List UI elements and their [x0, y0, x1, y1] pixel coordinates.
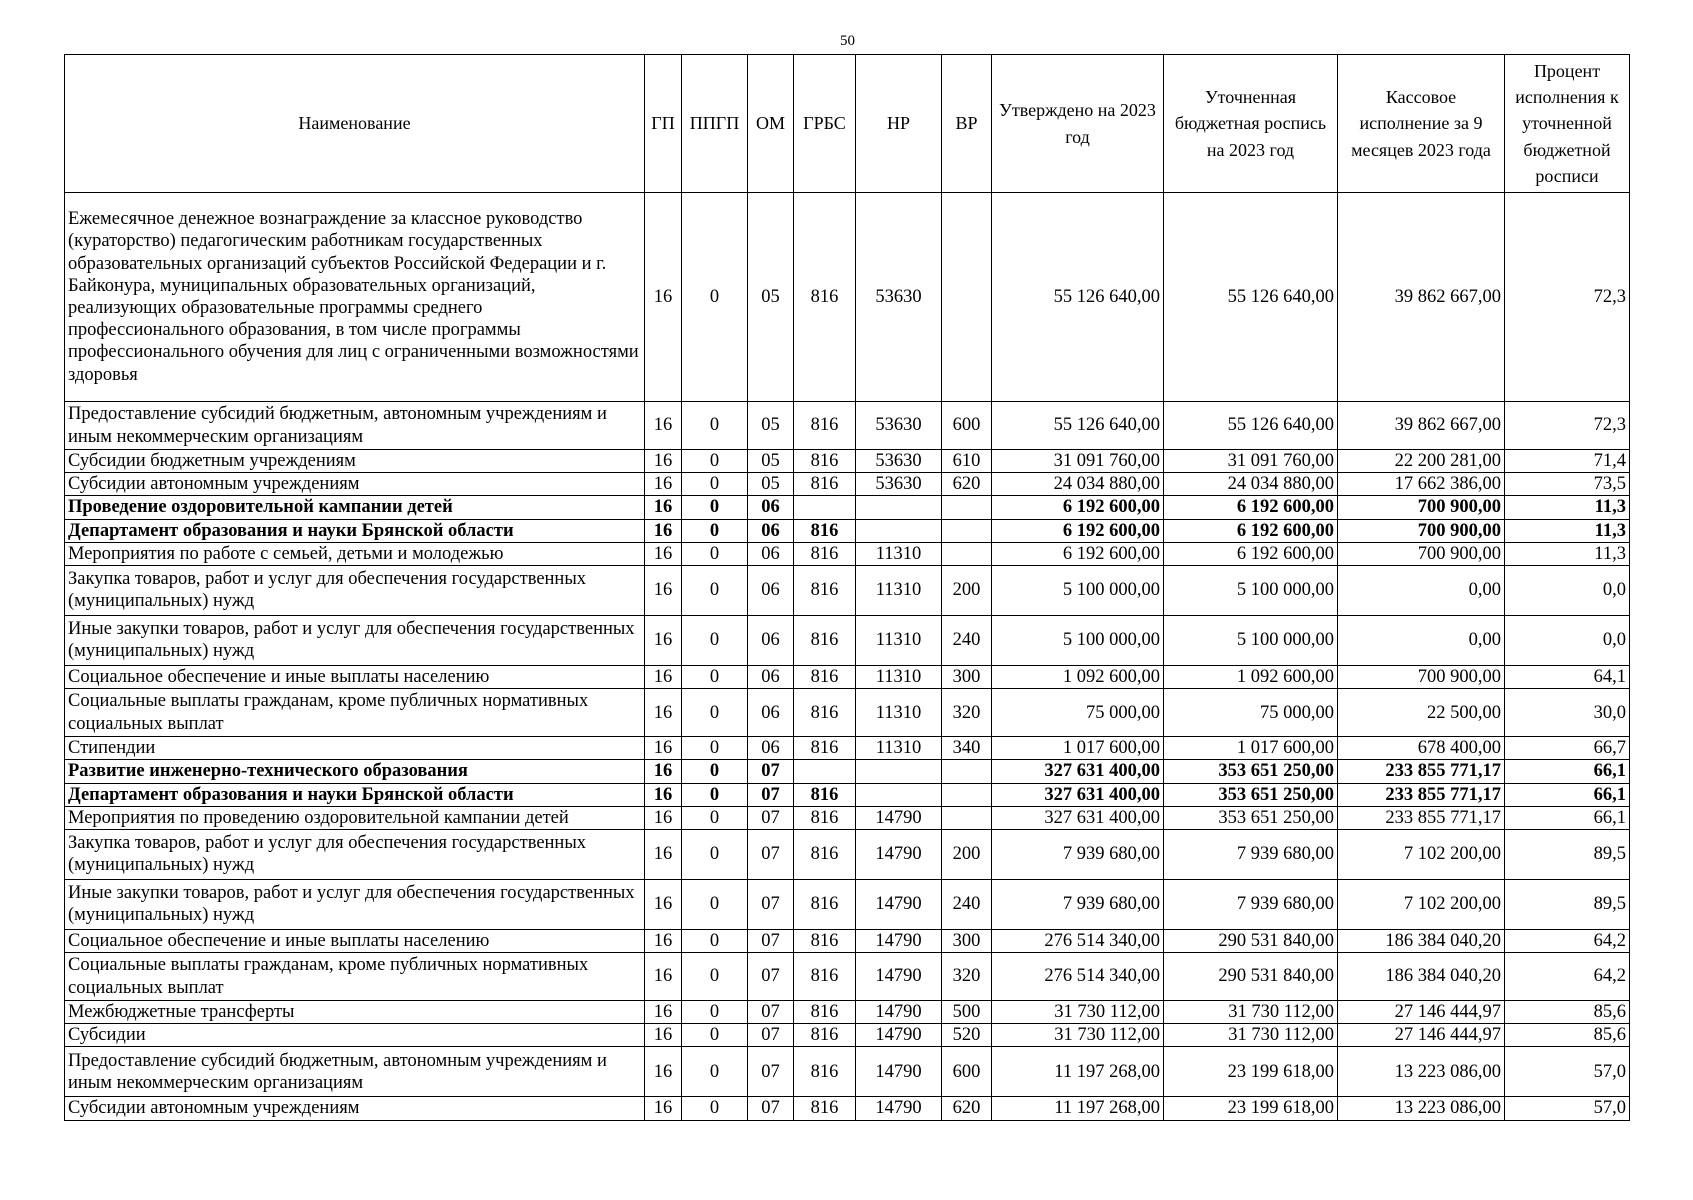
- table-cell-percent: 89,5: [1505, 829, 1630, 879]
- table-cell-vr: 240: [942, 615, 992, 665]
- table-cell-om: 07: [748, 1097, 794, 1120]
- table-cell-approved: 7 939 680,00: [992, 879, 1164, 929]
- table-cell-approved: 5 100 000,00: [992, 565, 1164, 615]
- table-cell-cash: 17 662 386,00: [1338, 473, 1505, 496]
- table-cell-approved: 31 730 112,00: [992, 1001, 1164, 1024]
- table-row: [65, 542, 1630, 565]
- table-cell-nr: 14790: [856, 1097, 942, 1120]
- table-cell-ppgp: 0: [682, 402, 748, 450]
- table-cell-ppgp: 0: [682, 1001, 748, 1024]
- table-cell-nr: 11310: [856, 737, 942, 760]
- table-cell-vr: [942, 783, 992, 806]
- table-cell-ppgp: 0: [682, 783, 748, 806]
- table-cell-vr: [942, 519, 992, 542]
- table-cell-nr: 14790: [856, 879, 942, 929]
- table-cell-cash: 700 900,00: [1338, 665, 1505, 688]
- page-number: 50: [840, 33, 855, 49]
- table-cell-name: Ежемесячное денежное вознаграждение за классное руководство (кураторство) педагогическим работникам государственных образовательных организаций субъектов Российской Федерации и г. Байконура, муниципальных образовательных организаций, реализующих образовательные программы среднего профессионального образования, в том числе программы профессионального обучения для лиц с ограниченными возможностями здоровья: [65, 193, 645, 402]
- table-cell-om: 05: [748, 450, 794, 473]
- table-cell-refined: 55 126 640,00: [1164, 193, 1338, 402]
- table-cell-cash: 22 500,00: [1338, 689, 1505, 737]
- col-header-ppgp: ППГП: [682, 55, 748, 193]
- table-row: [65, 783, 1630, 806]
- col-header-grbs: ГРБС: [794, 55, 856, 193]
- table-cell-gp: 16: [645, 542, 682, 565]
- table-cell-ppgp: 0: [682, 829, 748, 879]
- table-cell-om: 06: [748, 565, 794, 615]
- table-cell-grbs: 816: [794, 1047, 856, 1097]
- table-cell-vr: 340: [942, 737, 992, 760]
- table-cell-gp: 16: [645, 402, 682, 450]
- table-cell-ppgp: 0: [682, 450, 748, 473]
- table-cell-name: Социальное обеспечение и иные выплаты населению: [65, 665, 645, 688]
- table-cell-nr: 14790: [856, 806, 942, 829]
- table-cell-percent: 85,6: [1505, 1024, 1630, 1047]
- table-cell-gp: 16: [645, 496, 682, 519]
- table-cell-nr: 14790: [856, 829, 942, 879]
- table-row: [65, 473, 1630, 496]
- table-cell-om: 05: [748, 193, 794, 402]
- table-cell-vr: 600: [942, 402, 992, 450]
- table-cell-percent: 30,0: [1505, 689, 1630, 737]
- table-cell-percent: 85,6: [1505, 1001, 1630, 1024]
- table-cell-refined: 6 192 600,00: [1164, 519, 1338, 542]
- table-cell-vr: [942, 496, 992, 519]
- table-cell-grbs: 816: [794, 1097, 856, 1120]
- table-cell-grbs: 816: [794, 929, 856, 952]
- table-cell-name: Проведение оздоровительной кампании детей: [65, 496, 645, 519]
- table-cell-om: 05: [748, 473, 794, 496]
- table-row: [65, 519, 1630, 542]
- table-row: [65, 496, 1630, 519]
- table-cell-gp: 16: [645, 806, 682, 829]
- table-row: [65, 193, 1630, 402]
- table-cell-grbs: 816: [794, 829, 856, 879]
- table-row: [65, 1047, 1630, 1097]
- col-header-approved: Утверждено на 2023 год: [992, 55, 1164, 193]
- table-cell-om: 06: [748, 496, 794, 519]
- table-cell-cash: 700 900,00: [1338, 496, 1505, 519]
- table-cell-nr: 53630: [856, 473, 942, 496]
- table-cell-nr: 14790: [856, 1001, 942, 1024]
- table-cell-ppgp: 0: [682, 615, 748, 665]
- table-cell-approved: 24 034 880,00: [992, 473, 1164, 496]
- table-header-row: [65, 55, 1630, 193]
- table-cell-grbs: 816: [794, 689, 856, 737]
- budget-table: [64, 54, 1630, 1121]
- table-cell-grbs: 816: [794, 737, 856, 760]
- table-cell-gp: 16: [645, 473, 682, 496]
- table-cell-refined: 75 000,00: [1164, 689, 1338, 737]
- table-cell-approved: 1 017 600,00: [992, 737, 1164, 760]
- table-cell-vr: 610: [942, 450, 992, 473]
- table-cell-grbs: 816: [794, 806, 856, 829]
- table-cell-vr: 300: [942, 929, 992, 952]
- table-cell-name: Департамент образования и науки Брянской области: [65, 783, 645, 806]
- table-cell-cash: 700 900,00: [1338, 542, 1505, 565]
- table-cell-refined: 55 126 640,00: [1164, 402, 1338, 450]
- table-cell-grbs: [794, 760, 856, 783]
- table-cell-grbs: 816: [794, 953, 856, 1001]
- table-row: [65, 760, 1630, 783]
- table-cell-percent: 66,1: [1505, 760, 1630, 783]
- table-row: [65, 829, 1630, 879]
- table-cell-vr: 520: [942, 1024, 992, 1047]
- table-cell-gp: 16: [645, 519, 682, 542]
- table-cell-ppgp: 0: [682, 519, 748, 542]
- table-cell-vr: 500: [942, 1001, 992, 1024]
- table-cell-name: Предоставление субсидий бюджетным, автономным учреждениям и иным некоммерческим организациям: [65, 1047, 645, 1097]
- table-cell-approved: 276 514 340,00: [992, 953, 1164, 1001]
- table-cell-percent: 64,2: [1505, 929, 1630, 952]
- table-cell-vr: 320: [942, 689, 992, 737]
- table-cell-ppgp: 0: [682, 1097, 748, 1120]
- table-cell-vr: [942, 193, 992, 402]
- table-cell-name: Мероприятия по проведению оздоровительной кампании детей: [65, 806, 645, 829]
- table-cell-approved: 31 730 112,00: [992, 1024, 1164, 1047]
- table-cell-ppgp: 0: [682, 806, 748, 829]
- table-cell-grbs: 816: [794, 565, 856, 615]
- table-row: [65, 689, 1630, 737]
- table-cell-cash: 233 855 771,17: [1338, 806, 1505, 829]
- table-cell-gp: 16: [645, 760, 682, 783]
- table-cell-grbs: [794, 496, 856, 519]
- table-cell-nr: 11310: [856, 689, 942, 737]
- table-cell-name: Социальное обеспечение и иные выплаты населению: [65, 929, 645, 952]
- table-cell-approved: 75 000,00: [992, 689, 1164, 737]
- table-cell-cash: 13 223 086,00: [1338, 1047, 1505, 1097]
- table-cell-grbs: 816: [794, 542, 856, 565]
- table-cell-nr: 11310: [856, 665, 942, 688]
- table-cell-name: Субсидии: [65, 1024, 645, 1047]
- table-cell-grbs: 816: [794, 879, 856, 929]
- table-row: [65, 450, 1630, 473]
- table-cell-vr: 200: [942, 829, 992, 879]
- table-cell-om: 07: [748, 879, 794, 929]
- table-cell-om: 06: [748, 689, 794, 737]
- table-cell-nr: [856, 783, 942, 806]
- table-cell-grbs: 816: [794, 473, 856, 496]
- table-cell-cash: 22 200 281,00: [1338, 450, 1505, 473]
- table-cell-ppgp: 0: [682, 689, 748, 737]
- col-header-name: Наименование: [65, 55, 645, 193]
- table-cell-refined: 6 192 600,00: [1164, 542, 1338, 565]
- table-cell-om: 07: [748, 783, 794, 806]
- table-cell-name: Субсидии автономным учреждениям: [65, 473, 645, 496]
- table-cell-gp: 16: [645, 783, 682, 806]
- table-cell-cash: 39 862 667,00: [1338, 402, 1505, 450]
- table-cell-cash: 7 102 200,00: [1338, 879, 1505, 929]
- table-cell-nr: 14790: [856, 953, 942, 1001]
- table-cell-om: 06: [748, 542, 794, 565]
- table-cell-refined: 1 017 600,00: [1164, 737, 1338, 760]
- table-cell-approved: 327 631 400,00: [992, 783, 1164, 806]
- table-cell-refined: 23 199 618,00: [1164, 1047, 1338, 1097]
- table-cell-refined: 353 651 250,00: [1164, 760, 1338, 783]
- table-cell-approved: 11 197 268,00: [992, 1097, 1164, 1120]
- table-cell-name: Департамент образования и науки Брянской области: [65, 519, 645, 542]
- table-cell-gp: 16: [645, 829, 682, 879]
- table-cell-refined: 353 651 250,00: [1164, 783, 1338, 806]
- table-cell-grbs: 816: [794, 665, 856, 688]
- table-cell-grbs: 816: [794, 519, 856, 542]
- table-cell-cash: 13 223 086,00: [1338, 1097, 1505, 1120]
- table-cell-ppgp: 0: [682, 665, 748, 688]
- table-cell-gp: 16: [645, 193, 682, 402]
- table-row: [65, 953, 1630, 1001]
- table-cell-om: 07: [748, 929, 794, 952]
- table-cell-refined: 7 939 680,00: [1164, 829, 1338, 879]
- table-cell-om: 07: [748, 953, 794, 1001]
- table-cell-om: 06: [748, 519, 794, 542]
- col-header-refined: Уточненная бюджетная роспись на 2023 год: [1164, 55, 1338, 193]
- table-cell-om: 07: [748, 760, 794, 783]
- table-cell-nr: 53630: [856, 402, 942, 450]
- table-cell-ppgp: 0: [682, 1024, 748, 1047]
- table-cell-ppgp: 0: [682, 473, 748, 496]
- table-cell-gp: 16: [645, 689, 682, 737]
- table-row: [65, 929, 1630, 952]
- table-row: [65, 1001, 1630, 1024]
- table-cell-grbs: 816: [794, 1001, 856, 1024]
- table-cell-cash: 0,00: [1338, 615, 1505, 665]
- table-cell-refined: 6 192 600,00: [1164, 496, 1338, 519]
- table-cell-percent: 72,3: [1505, 193, 1630, 402]
- col-header-percent: Процент исполнения к уточненной бюджетной росписи: [1505, 55, 1630, 193]
- table-cell-name: Закупка товаров, работ и услуг для обеспечения государственных (муниципальных) нужд: [65, 829, 645, 879]
- table-cell-refined: 24 034 880,00: [1164, 473, 1338, 496]
- table-cell-name: Социальные выплаты гражданам, кроме публичных нормативных социальных выплат: [65, 953, 645, 1001]
- table-cell-om: 05: [748, 402, 794, 450]
- col-header-cash: Кассовое исполнение за 9 месяцев 2023 года: [1338, 55, 1505, 193]
- table-cell-cash: 700 900,00: [1338, 519, 1505, 542]
- table-cell-approved: 6 192 600,00: [992, 519, 1164, 542]
- table-cell-refined: 31 091 760,00: [1164, 450, 1338, 473]
- table-cell-grbs: 816: [794, 615, 856, 665]
- table-cell-gp: 16: [645, 737, 682, 760]
- table-cell-vr: 300: [942, 665, 992, 688]
- table-cell-approved: 7 939 680,00: [992, 829, 1164, 879]
- table-cell-gp: 16: [645, 953, 682, 1001]
- table-cell-nr: [856, 496, 942, 519]
- table-cell-ppgp: 0: [682, 496, 748, 519]
- table-cell-gp: 16: [645, 929, 682, 952]
- table-cell-cash: 39 862 667,00: [1338, 193, 1505, 402]
- table-cell-nr: [856, 760, 942, 783]
- table-cell-om: 07: [748, 1047, 794, 1097]
- table-cell-om: 07: [748, 1001, 794, 1024]
- table-cell-approved: 327 631 400,00: [992, 806, 1164, 829]
- col-header-vr: ВР: [942, 55, 992, 193]
- table-cell-nr: 53630: [856, 450, 942, 473]
- table-cell-percent: 64,2: [1505, 953, 1630, 1001]
- table-cell-gp: 16: [645, 1097, 682, 1120]
- table-cell-percent: 71,4: [1505, 450, 1630, 473]
- table-cell-cash: 27 146 444,97: [1338, 1024, 1505, 1047]
- table-cell-nr: 14790: [856, 1024, 942, 1047]
- table-cell-om: 06: [748, 737, 794, 760]
- table-cell-nr: 11310: [856, 565, 942, 615]
- table-cell-nr: 53630: [856, 193, 942, 402]
- table-cell-vr: [942, 542, 992, 565]
- table-cell-approved: 327 631 400,00: [992, 760, 1164, 783]
- table-cell-nr: 11310: [856, 615, 942, 665]
- table-cell-gp: 16: [645, 450, 682, 473]
- table-cell-gp: 16: [645, 615, 682, 665]
- table-cell-om: 07: [748, 1024, 794, 1047]
- table-cell-vr: [942, 760, 992, 783]
- table-cell-percent: 57,0: [1505, 1097, 1630, 1120]
- table-cell-refined: 1 092 600,00: [1164, 665, 1338, 688]
- table-cell-approved: 5 100 000,00: [992, 615, 1164, 665]
- table-cell-cash: 186 384 040,20: [1338, 929, 1505, 952]
- table-cell-approved: 55 126 640,00: [992, 193, 1164, 402]
- table-cell-grbs: 816: [794, 1024, 856, 1047]
- table-cell-refined: 5 100 000,00: [1164, 565, 1338, 615]
- table-cell-vr: 620: [942, 1097, 992, 1120]
- col-header-om: ОМ: [748, 55, 794, 193]
- table-cell-ppgp: 0: [682, 953, 748, 1001]
- table-cell-name: Развитие инженерно-технического образования: [65, 760, 645, 783]
- table-cell-ppgp: 0: [682, 737, 748, 760]
- table-cell-ppgp: 0: [682, 565, 748, 615]
- table-cell-approved: 11 197 268,00: [992, 1047, 1164, 1097]
- table-cell-percent: 11,3: [1505, 496, 1630, 519]
- table-cell-cash: 0,00: [1338, 565, 1505, 615]
- table-cell-refined: 23 199 618,00: [1164, 1097, 1338, 1120]
- table-cell-name: Иные закупки товаров, работ и услуг для обеспечения государственных (муниципальных) нужд: [65, 615, 645, 665]
- table-cell-approved: 1 092 600,00: [992, 665, 1164, 688]
- table-cell-refined: 31 730 112,00: [1164, 1001, 1338, 1024]
- table-cell-vr: 200: [942, 565, 992, 615]
- table-cell-percent: 66,1: [1505, 806, 1630, 829]
- table-cell-gp: 16: [645, 879, 682, 929]
- table-row: [65, 402, 1630, 450]
- table-cell-refined: 5 100 000,00: [1164, 615, 1338, 665]
- table-cell-name: Межбюджетные трансферты: [65, 1001, 645, 1024]
- table-cell-grbs: 816: [794, 402, 856, 450]
- table-cell-gp: 16: [645, 665, 682, 688]
- table-cell-percent: 73,5: [1505, 473, 1630, 496]
- table-cell-name: Мероприятия по работе с семьей, детьми и молодежью: [65, 542, 645, 565]
- table-cell-percent: 64,1: [1505, 665, 1630, 688]
- table-cell-refined: 31 730 112,00: [1164, 1024, 1338, 1047]
- table-cell-percent: 66,7: [1505, 737, 1630, 760]
- table-cell-nr: 14790: [856, 1047, 942, 1097]
- table-cell-ppgp: 0: [682, 193, 748, 402]
- table-cell-approved: 6 192 600,00: [992, 542, 1164, 565]
- table-cell-refined: 7 939 680,00: [1164, 879, 1338, 929]
- table-cell-approved: 276 514 340,00: [992, 929, 1164, 952]
- col-header-nr: НР: [856, 55, 942, 193]
- table-row: [65, 879, 1630, 929]
- col-header-gp: ГП: [645, 55, 682, 193]
- table-row: [65, 1024, 1630, 1047]
- table-cell-gp: 16: [645, 1047, 682, 1097]
- table-cell-approved: 6 192 600,00: [992, 496, 1164, 519]
- table-cell-name: Субсидии бюджетным учреждениям: [65, 450, 645, 473]
- table-cell-vr: 600: [942, 1047, 992, 1097]
- table-cell-percent: 57,0: [1505, 1047, 1630, 1097]
- table-cell-ppgp: 0: [682, 1047, 748, 1097]
- table-cell-nr: 11310: [856, 542, 942, 565]
- table-cell-refined: 353 651 250,00: [1164, 806, 1338, 829]
- table-cell-ppgp: 0: [682, 760, 748, 783]
- table-cell-percent: 11,3: [1505, 542, 1630, 565]
- table-cell-name: Субсидии автономным учреждениям: [65, 1097, 645, 1120]
- table-cell-name: Предоставление субсидий бюджетным, автономным учреждениям и иным некоммерческим организациям: [65, 402, 645, 450]
- table-cell-vr: 320: [942, 953, 992, 1001]
- table-cell-ppgp: 0: [682, 879, 748, 929]
- table-cell-grbs: 816: [794, 193, 856, 402]
- table-cell-grbs: 816: [794, 450, 856, 473]
- table-cell-name: Закупка товаров, работ и услуг для обеспечения государственных (муниципальных) нужд: [65, 565, 645, 615]
- table-cell-percent: 0,0: [1505, 565, 1630, 615]
- table-cell-nr: [856, 519, 942, 542]
- table-row: [65, 737, 1630, 760]
- table-cell-cash: 7 102 200,00: [1338, 829, 1505, 879]
- table-cell-grbs: 816: [794, 783, 856, 806]
- table-cell-cash: 678 400,00: [1338, 737, 1505, 760]
- table-cell-percent: 66,1: [1505, 783, 1630, 806]
- table-cell-approved: 55 126 640,00: [992, 402, 1164, 450]
- table-cell-percent: 0,0: [1505, 615, 1630, 665]
- table-cell-om: 06: [748, 665, 794, 688]
- table-cell-nr: 14790: [856, 929, 942, 952]
- table-cell-om: 06: [748, 615, 794, 665]
- table-cell-vr: [942, 806, 992, 829]
- table-cell-ppgp: 0: [682, 929, 748, 952]
- table-cell-name: Иные закупки товаров, работ и услуг для обеспечения государственных (муниципальных) нужд: [65, 879, 645, 929]
- table-row: [65, 615, 1630, 665]
- table-cell-cash: 186 384 040,20: [1338, 953, 1505, 1001]
- table-cell-refined: 290 531 840,00: [1164, 929, 1338, 952]
- table-cell-cash: 27 146 444,97: [1338, 1001, 1505, 1024]
- table-cell-percent: 72,3: [1505, 402, 1630, 450]
- table-cell-gp: 16: [645, 565, 682, 615]
- table-cell-name: Стипендии: [65, 737, 645, 760]
- table-cell-percent: 11,3: [1505, 519, 1630, 542]
- table-cell-cash: 233 855 771,17: [1338, 760, 1505, 783]
- table-cell-vr: 620: [942, 473, 992, 496]
- table-cell-name: Социальные выплаты гражданам, кроме публичных нормативных социальных выплат: [65, 689, 645, 737]
- table-row: [65, 1097, 1630, 1120]
- table-row: [65, 665, 1630, 688]
- table-row: [65, 806, 1630, 829]
- table-cell-gp: 16: [645, 1024, 682, 1047]
- table-cell-vr: 240: [942, 879, 992, 929]
- table-cell-refined: 290 531 840,00: [1164, 953, 1338, 1001]
- table-cell-om: 07: [748, 829, 794, 879]
- table-cell-cash: 233 855 771,17: [1338, 783, 1505, 806]
- table-cell-om: 07: [748, 806, 794, 829]
- table-cell-percent: 89,5: [1505, 879, 1630, 929]
- table-cell-approved: 31 091 760,00: [992, 450, 1164, 473]
- table-cell-gp: 16: [645, 1001, 682, 1024]
- table-row: [65, 565, 1630, 615]
- table-cell-ppgp: 0: [682, 542, 748, 565]
